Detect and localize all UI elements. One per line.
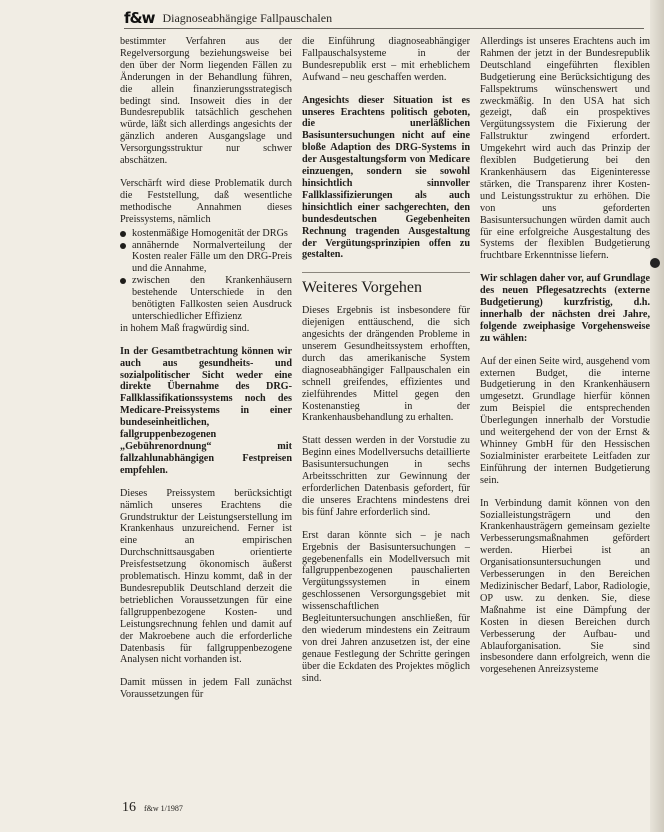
paragraph: Dieses Ergebnis ist insbesondere für diejenigen enttäuschend, die sich angesichts der drängenden Probleme in unserem Gesundheitssystem erhofften, durch das amerikanische System diagnoseabhängiger Fallpauschalen ein schnell greifendes, effizientes und zielführendes Mittel gegen den Kostenanstieg in der Krankenhausbehandlung zu erhalten. xyxy=(302,305,470,424)
bold-paragraph: Angesichts dieser Situation ist es unseres Erachtens politisch geboten, die unerläßlichen Basisuntersuchungen nicht auf eine bloße Adaption des DRG-Systems in der Ausgestaltungsform von Medicare einzuengen, sondern sie sowohl hinsichtlich sinnvoller Fallklassifizierungen als auch hinsichtlich einer sachgerechten, den bundesdeutschen Gegebenheiten Rechnung tragenden Ausgestaltung der Vergütungsprinzipien offen zu gestalten. xyxy=(302,94,470,261)
paragraph: Allerdings ist unseres Erachtens auch im Rahmen der jetzt in der Bundesrepublik Deutschland eingeführten flexiblen Budgetierung eine Berücksichtigung des Fallspektrums wünschenswert und zweckmäßig. In den USA hat sich gezeigt, daß ein prospektives Vergütungssystem die Fixierung der Fallstruktur zwingend erfordert. Umgekehrt wird auch das Prinzip der flexiblen Budgetierung bei den Krankenhäusern das Eigeninteresse stärken, die Transparenz ihrer Kosten- und Leistungsstruktur zu erhöhen. Die von uns geforderten Basisuntersuchungen würden damit auch für eine erfolgreiche Ausgestaltung des Systems der flexiblen Budgetierung fruchtbare Erkenntnisse liefern. xyxy=(480,36,650,262)
paragraph: In Verbindung damit können von den Sozialleistungsträgern und den Krankenhausträgern gemeinsam gezielte Verbesserungsmaßnahmen gefördert werden. Hierbei ist an Organisationsuntersuchungen und Verbesserungen in den Bereichen Medizinischer Bedarf, Labor, Radiologie, OP usw. zu denken. Sie, diese Maßnahme ist eine Dämpfung der Kosten in diesen Bereichen durch Verbesserung der Aufbau- und Ablauforganisation. Sie sind insbesondere dann erfolgreich, wenn die vorgesehenen Anreizsysteme xyxy=(480,497,650,676)
page-number: 16 xyxy=(122,800,136,815)
bullet-icon xyxy=(120,278,126,284)
bullet-list xyxy=(120,228,292,323)
column-1 xyxy=(120,36,292,792)
footer-source: f&w 1/1987 xyxy=(144,804,183,813)
paragraph: Damit müssen in jedem Fall zunächst Voraussetzungen für xyxy=(120,677,292,701)
paragraph: Auf der einen Seite wird, ausgehend vom externen Budget, die interne Budgetierung in den Krankenhäusern umgesetzt. Grundlage hierfür können zum Beispiel die entsprechenden Überlegungen innerhalb der Vorstudie und weitergehend der von der Ernst & Whinney GmbH für den Hessischen Sozialminister erarbeitete Leitfaden zur Einführung der internen Budgetierung sein. xyxy=(480,355,650,486)
paragraph: Verschärft wird diese Problematik durch die Feststellung, daß wesentliche methodische Annahmen dieses Preissystems, nämlich xyxy=(120,177,292,225)
bullet-icon xyxy=(120,231,126,237)
list-item: zwischen den Krankenhäusern bestehende Unterschiede in den benötigten Fallkosten seien Ausdruck unterschiedlicher Effizienz xyxy=(120,275,292,323)
journal-logo: f&w xyxy=(124,9,155,27)
section-heading: Weiteres Vorgehen xyxy=(302,279,423,297)
paragraph: Erst daran könnte sich – je nach Ergebnis der Basisuntersuchungen – gegebenenfalls ein Modellversuch mit fallgruppenbezogenen pauschalierten Vergütungssystemen in einem geschlossenen Versorgungsgebiet mit wissenschaftlichen Begleituntersuchungen anschließen, für den wiederum mindestens ein Zeitraum von drei Jahren anzusetzen ist, der eine genaue Festlegung der Schritte geringen über die Eckdaten des Projektes möglich sind. xyxy=(302,529,470,684)
margin-mark-icon xyxy=(650,258,660,268)
paragraph: in hohem Maß fragwürdig sind. xyxy=(120,322,250,334)
column-2 xyxy=(302,36,470,792)
column-3 xyxy=(480,36,650,792)
bullet-icon xyxy=(120,243,126,249)
paragraph: die Einführung diagnoseabhängiger Fallpauschalsysteme in der Bundesrepublik erst – mit erheblichem Aufwand – neu geschaffen werden. xyxy=(302,36,470,83)
bold-paragraph: Wir schlagen daher vor, auf Grundlage des neuen Pflegesatzrechts (externe Budgetierung) kurzfristig, d.h. innerhalb der nächsten drei Jahre, folgende zweiphasige Vorgehensweise zu wählen: xyxy=(480,273,650,344)
section-divider xyxy=(302,272,470,273)
page-header xyxy=(124,8,644,29)
list-item: kostenmäßige Homogenität der DRGs xyxy=(120,228,292,240)
page-footer xyxy=(122,800,322,816)
paragraph: Statt dessen werden in der Vorstudie zu Beginn eines Modellversuchs detaillierte Basisuntersuchungen in sechs Arbeitsschritten zur Gewinnung der erforderlichen Datenbasis gefordert, für die unseres Erachtens mindestens drei bis fünf Jahre erforderlich sind. xyxy=(302,435,470,518)
page-edge-shadow xyxy=(650,0,664,832)
list-item: annähernde Normalverteilung der Kosten realer Fälle um den DRG-Preis und die Annahme, xyxy=(120,240,292,276)
bold-paragraph: In der Gesamtbetrachtung können wir auch aus gesundheits- und sozialpolitischer Sicht weder eine direkte Übernahme des DRG-Fallklassifikationssystems noch des Medicare-Preissystems in einer bundeseinheitlichen, fallgruppenbezogenen „Gebührenordnung“ mit fallzahlunabhängigen Festpreisen empfehlen. xyxy=(120,345,292,476)
paragraph: Dieses Preissystem berücksichtigt nämlich unseres Erachtens die Grundstruktur der Leistungserstellung im Krankenhaus unzureichend. Ferner ist eine an empirischen Durchschnittsausgaben orientierte Preisfestsetzung ökonomisch äußerst problematisch. Hinzu kommt, daß in der Bundesrepublik Deutschland derzeit die betrieblichen Voraussetzungen für eine fallgruppenbezogene Kosten- und Leistungsrechnung fehlen und damit auf der Makroebene auch die erforderliche Datenbasis für fallgruppenbezogene Analysen nicht vorhanden ist. xyxy=(120,487,292,666)
paragraph: bestimmter Verfahren aus der Regelversorgung beziehungsweise bei den über der Norm liegenden Fällen zu Änderungen in der Behandlung führen, die allein finanzierungsstrategisch bedingt sind. Insoweit dies in der Bundesrepublik tatsächlich geschehen würde, läßt sich allerdings angesichts der gänzlich anderen Ausgangslage und Versorgungsstruktur nur schwer abschätzen. xyxy=(120,36,292,167)
running-title: Diagnoseabhängige Fallpauschalen xyxy=(162,10,333,25)
